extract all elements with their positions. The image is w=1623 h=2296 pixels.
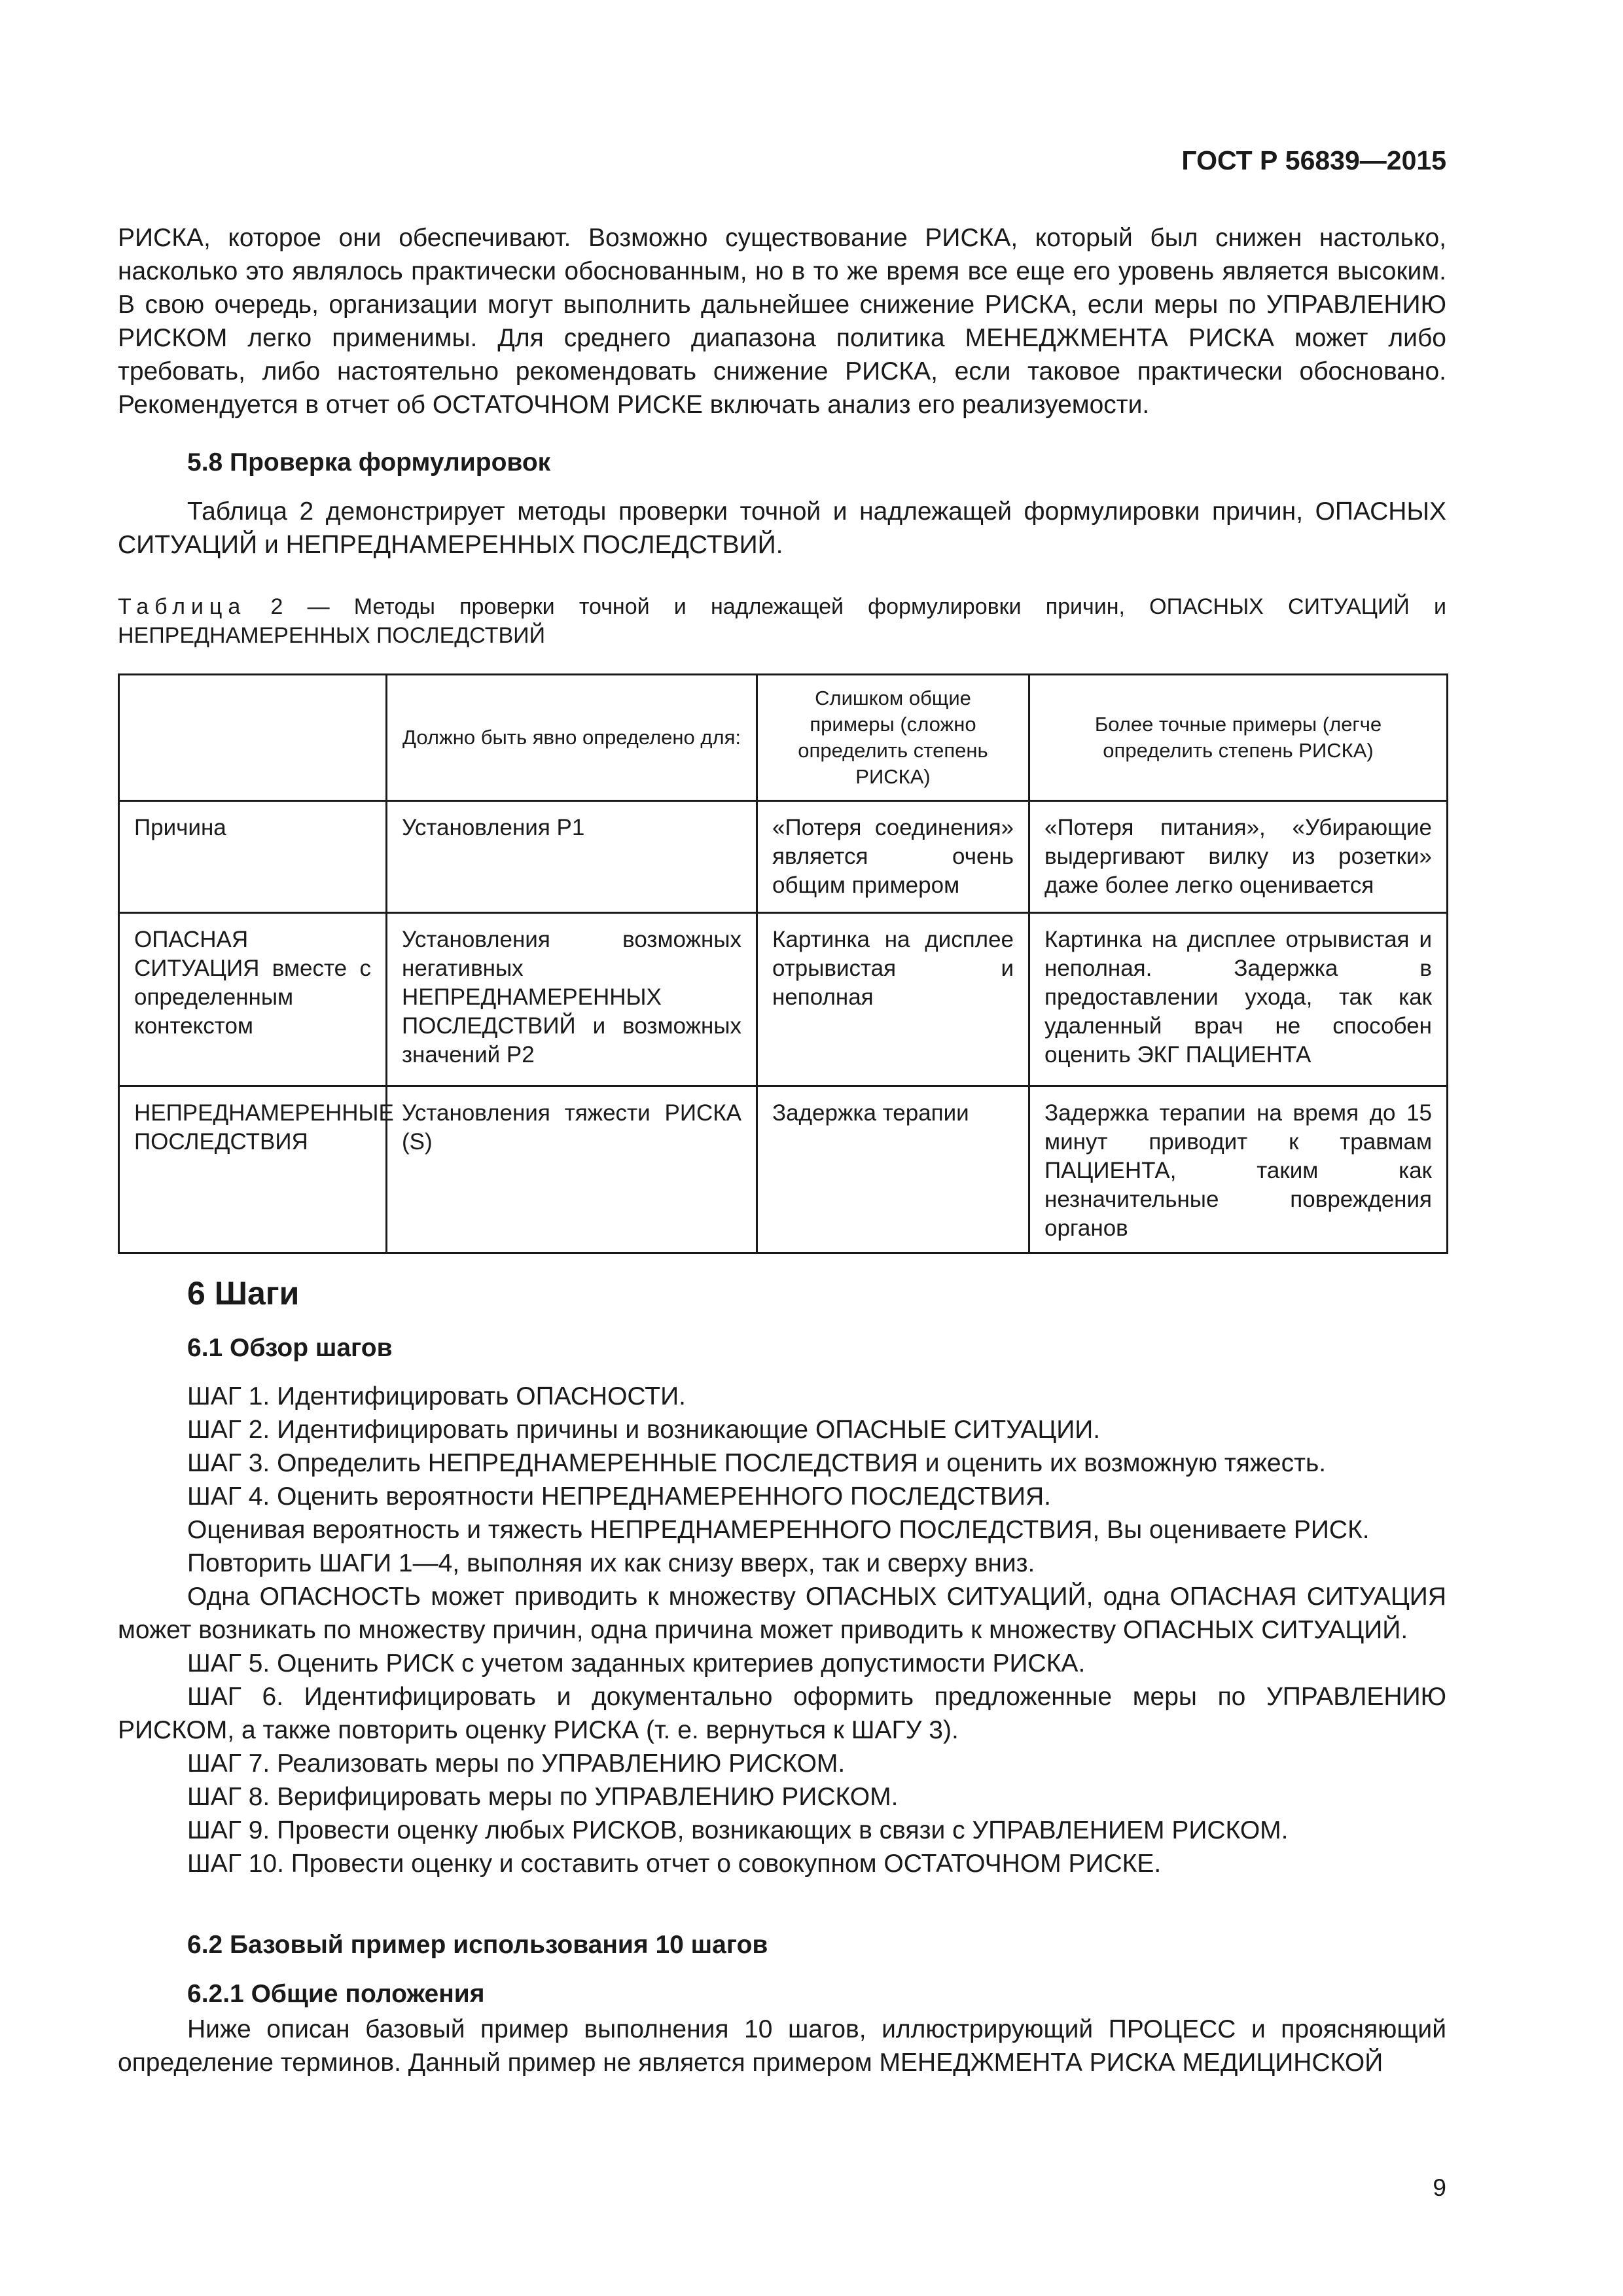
table-cell: «Потеря питания», «Убирающие выдергивают вилку из розетки» даже более легко оценивается — [1029, 801, 1448, 913]
table-cell: Установления возможных негативных НЕПРЕДНАМЕРЕННЫХ ПОСЛЕДСТВИЙ и возможных значений P2 — [387, 913, 757, 1086]
step-line: Одна ОПАСНОСТЬ может приводить к множеству ОПАСНЫХ СИТУАЦИЙ, одна ОПАСНАЯ СИТУАЦИЯ может возникать по множеству причин, одна причина может приводить к множеству ОПАСНЫХ СИТУАЦИЙ. — [118, 1583, 1446, 1644]
step-line: ШАГ 7. Реализовать меры по УПРАВЛЕНИЮ РИСКОМ. — [187, 1749, 846, 1778]
table-cell: Установления P1 — [387, 801, 757, 913]
step-line: ШАГ 6. Идентифицировать и документально оформить предложенные меры по УПРАВЛЕНИЮ РИСКОМ, а также повторить оценку РИСКА (т. е. вернуться к ШАГУ 3). — [118, 1683, 1446, 1744]
table-cell: «Потеря соединения» является очень общим примером — [757, 801, 1029, 913]
section-6-heading: 6 Шаги — [187, 1275, 300, 1312]
table-cell: ОПАСНАЯ СИТУАЦИЯ вместе с определенным контекстом — [119, 913, 387, 1086]
section-6-2-heading: 6.2 Базовый пример использования 10 шагов — [187, 1931, 768, 1959]
table-row — [119, 913, 1448, 1086]
document-id-header: ГОСТ Р 56839—2015 — [1181, 145, 1446, 175]
section-5-8-heading: 5.8 Проверка формулировок — [187, 448, 551, 476]
step-line: ШАГ 1. Идентифицировать ОПАСНОСТИ. — [187, 1382, 686, 1410]
table-caption — [118, 592, 1446, 650]
step-line: ШАГ 8. Верифицировать меры по УПРАВЛЕНИЮ РИСКОМ. — [187, 1783, 899, 1811]
section-6-2-1-heading: 6.2.1 Общие положения — [187, 1980, 485, 2008]
table-cell: Картинка на дисплее отрывистая и неполная — [757, 913, 1029, 1086]
table-cell: Причина — [119, 801, 387, 913]
step-line: ШАГ 4. Оценить вероятности НЕПРЕДНАМЕРЕННОГО ПОСЛЕДСТВИЯ. — [187, 1482, 1051, 1511]
step-line: ШАГ 3. Определить НЕПРЕДНАМЕРЕННЫЕ ПОСЛЕДСТВИЯ и оценить их возможную тяжесть. — [187, 1449, 1327, 1477]
section-6-1-heading: 6.1 Обзор шагов — [187, 1334, 393, 1362]
table-cell: Задержка терапии на время до 15 минут приводит к травмам ПАЦИЕНТА, таким как незначительные повреждения органов — [1029, 1086, 1448, 1253]
step-line: ШАГ 9. Провести оценку любых РИСКОВ, возникающих в связи с УПРАВЛЕНИЕМ РИСКОМ. — [187, 1816, 1289, 1844]
steps-list — [118, 1380, 1446, 1880]
table-cell: Картинка на дисплее отрывистая и неполная. Задержка в предоставлении ухода, так как удаленный врач не способен оценить ЭКГ ПАЦИЕНТА — [1029, 913, 1448, 1086]
step-line: ШАГ 10. Провести оценку и составить отчет о совокупном ОСТАТОЧНОМ РИСКЕ. — [187, 1850, 1162, 1878]
section-6-2-1-text: Ниже описан базовый пример выполнения 10 шагов, иллюстрирующий ПРОЦЕСС и проясняющий определение терминов. Данный пример не является примером МЕНЕДЖМЕНТА РИСКА МЕДИЦИНСКОЙ — [118, 2015, 1446, 2077]
table-caption-text: 2 — Методы проверки точной и надлежащей формулировки причин, ОПАСНЫХ СИТУАЦИЙ и НЕПРЕДНАМЕРЕННЫХ ПОСЛЕДСТВИЙ — [118, 594, 1446, 648]
table-header-row — [119, 675, 1448, 801]
step-line: ШАГ 2. Идентифицировать причины и возникающие ОПАСНЫЕ СИТУАЦИИ. — [187, 1416, 1101, 1444]
step-line: ШАГ 5. Оценить РИСК с учетом заданных критериев допустимости РИСКА. — [187, 1649, 1086, 1677]
table-header-cell: Должно быть явно определено для: — [387, 675, 757, 801]
table-row — [119, 1086, 1448, 1253]
step-line: Повторить ШАГИ 1—4, выполняя их как снизу вверх, так и сверху вниз. — [187, 1549, 1035, 1577]
table-caption-label: Таблица — [118, 594, 247, 619]
intro-paragraph: РИСКА, которое они обеспечивают. Возможно существование РИСКА, который был снижен настолько, насколько это являлось практически обоснованным, но в то же время все еще его уровень является высоким. В свою очередь, организации могут выполнить дальнейшее снижение РИСКА, если меры по УПРАВЛЕНИЮ РИСКОМ легко применимы. Для среднего диапазона политика МЕНЕДЖМЕНТА РИСКА может либо требовать, либо настоятельно рекомендовать снижение РИСКА, если таковое практически обосновано. Рекомендуется в отчет об ОСТАТОЧНОМ РИСКЕ включать анализ его реализуемости. — [118, 224, 1446, 419]
table-cell: Задержка терапии — [757, 1086, 1029, 1253]
table-row — [119, 801, 1448, 913]
table-header-cell — [119, 675, 387, 801]
table-header-cell: Более точные примеры (легче определить степень РИСКА) — [1029, 675, 1448, 801]
table-2 — [118, 673, 1448, 1254]
table-cell: НЕПРЕДНАМЕРЕННЫЕ ПОСЛЕДСТВИЯ — [119, 1086, 387, 1253]
step-line: Оценивая вероятность и тяжесть НЕПРЕДНАМЕРЕННОГО ПОСЛЕДСТВИЯ, Вы оцениваете РИСК. — [187, 1516, 1370, 1544]
section-5-8-text: Таблица 2 демонстрирует методы проверки точной и надлежащей формулировки причин, ОПАСНЫХ СИТУАЦИЙ и НЕПРЕДНАМЕРЕННЫХ ПОСЛЕДСТВИЙ. — [118, 497, 1446, 559]
page-number: 9 — [1433, 2174, 1446, 2201]
table-cell: Установления тяжести РИСКА (S) — [387, 1086, 757, 1253]
table-header-cell: Слишком общие примеры (сложно определить степень РИСКА) — [757, 675, 1029, 801]
